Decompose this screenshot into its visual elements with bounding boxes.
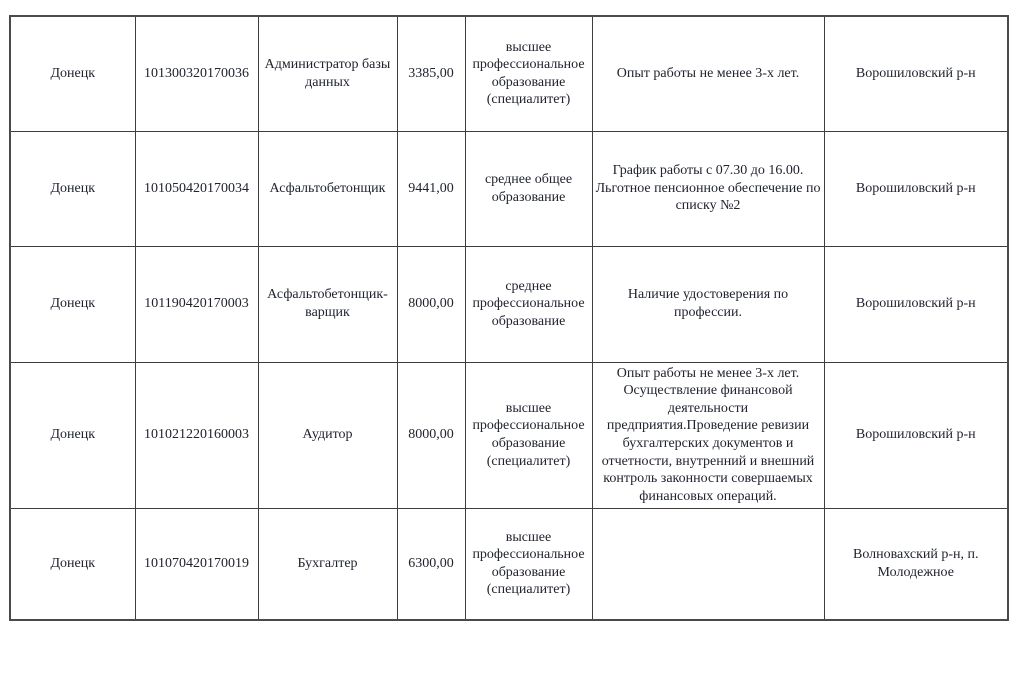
cell-requirements: Опыт работы не менее 3-х лет. Осуществление финансовой деятельности предприятия.Проведение ревизии бухгалтерских документов и отчетности, внутренний и внешний контроль законности совершаемых финансовых операций.	[592, 362, 824, 508]
cell-salary: 8000,00	[397, 362, 465, 508]
cell-city: Донецк	[10, 16, 135, 131]
vacancies-table	[9, 15, 1009, 621]
table-row	[10, 131, 1008, 246]
table-row	[10, 246, 1008, 362]
cell-profession: Асфальтобетонщик-варщик	[258, 246, 397, 362]
cell-salary: 8000,00	[397, 246, 465, 362]
cell-district: Волновахский р-н, п. Молодежное	[824, 508, 1008, 620]
cell-vacancy-id: 101050420170034	[135, 131, 258, 246]
cell-education: высшее профессиональное образование (специалитет)	[465, 362, 592, 508]
cell-requirements: Наличие удостоверения по профессии.	[592, 246, 824, 362]
cell-requirements: Опыт работы не менее 3-х лет.	[592, 16, 824, 131]
table-row	[10, 362, 1008, 508]
cell-requirements	[592, 508, 824, 620]
cell-district: Ворошиловский р-н	[824, 246, 1008, 362]
cell-education: среднее общее образование	[465, 131, 592, 246]
cell-education: высшее профессиональное образование (специалитет)	[465, 16, 592, 131]
cell-profession: Асфальтобетонщик	[258, 131, 397, 246]
cell-profession: Бухгалтер	[258, 508, 397, 620]
cell-profession: Администратор базы данных	[258, 16, 397, 131]
cell-salary: 3385,00	[397, 16, 465, 131]
cell-district: Ворошиловский р-н	[824, 131, 1008, 246]
cell-district: Ворошиловский р-н	[824, 362, 1008, 508]
cell-profession: Аудитор	[258, 362, 397, 508]
cell-salary: 9441,00	[397, 131, 465, 246]
cell-vacancy-id: 101190420170003	[135, 246, 258, 362]
cell-requirements: График работы с 07.30 до 16.00. Льготное пенсионное обеспечение по списку №2	[592, 131, 824, 246]
cell-vacancy-id: 101070420170019	[135, 508, 258, 620]
vacancies-table-body	[10, 16, 1008, 620]
table-row	[10, 508, 1008, 620]
cell-education: среднее профессиональное образование	[465, 246, 592, 362]
cell-district: Ворошиловский р-н	[824, 16, 1008, 131]
cell-education: высшее профессиональное образование (специалитет)	[465, 508, 592, 620]
table-row	[10, 16, 1008, 131]
cell-city: Донецк	[10, 508, 135, 620]
cell-vacancy-id: 101021220160003	[135, 362, 258, 508]
cell-city: Донецк	[10, 246, 135, 362]
cell-city: Донецк	[10, 131, 135, 246]
cell-vacancy-id: 101300320170036	[135, 16, 258, 131]
cell-city: Донецк	[10, 362, 135, 508]
cell-salary: 6300,00	[397, 508, 465, 620]
